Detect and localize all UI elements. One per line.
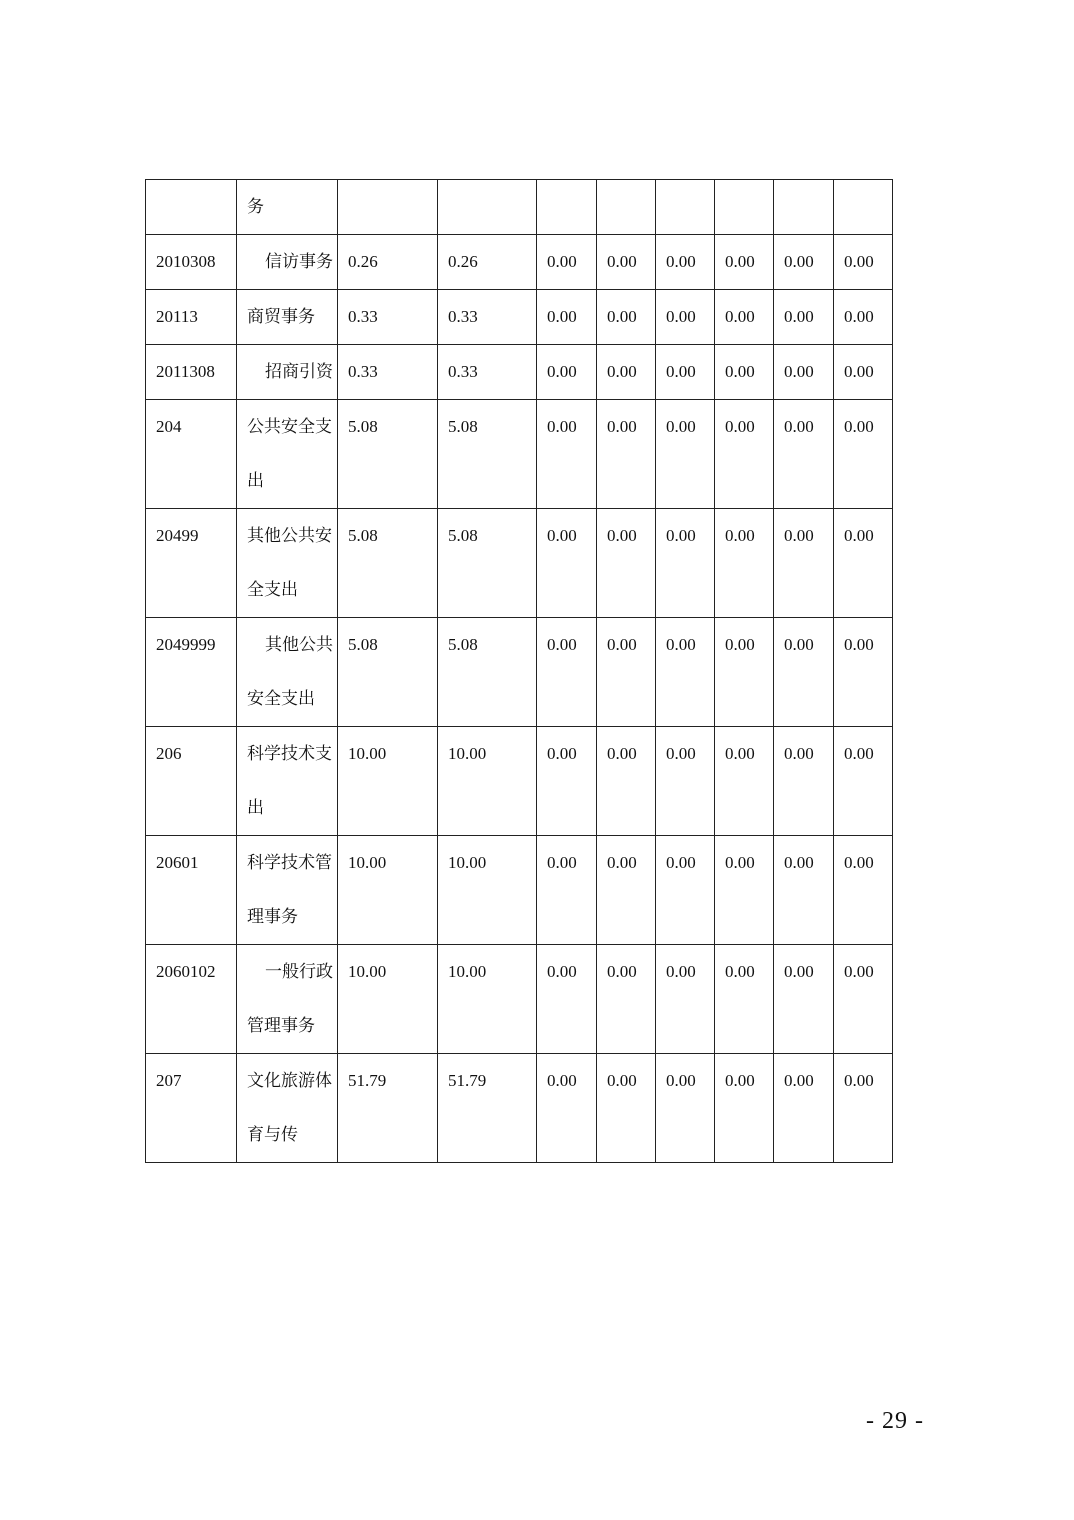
value-text: 0.26 — [348, 252, 378, 271]
cell-value — [774, 945, 834, 1054]
value-text: 0.00 — [725, 526, 755, 545]
name-text: 科学技术管理事务 — [247, 853, 332, 926]
cell-value — [834, 290, 893, 345]
value-text: 0.00 — [607, 362, 637, 381]
cell-value — [537, 945, 597, 1054]
cell-value — [338, 836, 438, 945]
cell-value — [774, 509, 834, 618]
cell-value — [597, 836, 656, 945]
value-text: 0.00 — [547, 307, 577, 326]
cell-value — [656, 180, 715, 235]
cell-value — [597, 618, 656, 727]
value-text: 10.00 — [448, 853, 487, 872]
cell-value — [656, 727, 715, 836]
code-text: 2049999 — [156, 635, 216, 654]
value-text: 0.00 — [607, 307, 637, 326]
value-text: 0.00 — [725, 635, 755, 654]
value-text: 0.00 — [666, 307, 696, 326]
value-text: 0.33 — [348, 362, 378, 381]
cell-code — [146, 836, 237, 945]
name-text: 招商引资 — [265, 362, 333, 381]
value-text: 0.00 — [547, 417, 577, 436]
cell-name — [237, 945, 338, 1054]
cell-value — [834, 235, 893, 290]
code-text: 204 — [156, 417, 182, 436]
cell-value — [656, 618, 715, 727]
cell-value — [338, 1054, 438, 1163]
value-text: 0.00 — [607, 1071, 637, 1090]
value-text: 0.00 — [547, 744, 577, 763]
cell-value — [438, 290, 537, 345]
cell-name — [237, 180, 338, 235]
value-text: 0.26 — [448, 252, 478, 271]
name-text: 信访事务 — [265, 252, 333, 271]
cell-code — [146, 618, 237, 727]
code-text: 20113 — [156, 307, 198, 326]
cell-value — [834, 727, 893, 836]
value-text: 0.00 — [784, 635, 814, 654]
cell-value — [537, 836, 597, 945]
value-text: 0.00 — [844, 962, 874, 981]
name-text: 务 — [247, 197, 264, 216]
cell-name — [237, 400, 338, 509]
cell-value — [715, 618, 774, 727]
cell-value — [597, 727, 656, 836]
value-text: 0.00 — [784, 362, 814, 381]
value-text: 10.00 — [348, 962, 387, 981]
cell-value — [597, 509, 656, 618]
cell-value — [438, 345, 537, 400]
cell-value — [537, 235, 597, 290]
table-body — [146, 180, 893, 1163]
cell-value — [656, 836, 715, 945]
cell-value — [834, 400, 893, 509]
table-row — [146, 1054, 893, 1163]
cell-value — [774, 618, 834, 727]
cell-value — [537, 290, 597, 345]
cell-value — [438, 509, 537, 618]
cell-value — [338, 180, 438, 235]
cell-code — [146, 727, 237, 836]
cell-value — [834, 509, 893, 618]
table-row — [146, 345, 893, 400]
cell-name — [237, 290, 338, 345]
cell-code — [146, 509, 237, 618]
cell-value — [715, 727, 774, 836]
code-text: 20601 — [156, 853, 199, 872]
cell-value — [597, 290, 656, 345]
value-text: 0.00 — [725, 307, 755, 326]
value-text: 0.00 — [547, 853, 577, 872]
name-text: 科学技术支出 — [247, 744, 332, 817]
cell-value — [715, 836, 774, 945]
page-number: - 29 - — [866, 1408, 924, 1434]
cell-value — [774, 836, 834, 945]
cell-value — [537, 727, 597, 836]
value-text: 0.00 — [607, 853, 637, 872]
value-text: 0.00 — [547, 362, 577, 381]
value-text: 0.00 — [607, 635, 637, 654]
cell-value — [715, 945, 774, 1054]
value-text: 0.00 — [784, 526, 814, 545]
name-text: 其他公共安全支出 — [247, 635, 333, 708]
cell-value — [774, 400, 834, 509]
cell-value — [438, 1054, 537, 1163]
value-text: 0.00 — [607, 417, 637, 436]
cell-code — [146, 345, 237, 400]
cell-value — [338, 509, 438, 618]
cell-name — [237, 1054, 338, 1163]
cell-value — [834, 345, 893, 400]
table-row — [146, 235, 893, 290]
cell-name — [237, 345, 338, 400]
cell-code — [146, 235, 237, 290]
table-row — [146, 945, 893, 1054]
table-row — [146, 836, 893, 945]
cell-value — [656, 345, 715, 400]
value-text: 0.00 — [844, 635, 874, 654]
value-text: 0.00 — [725, 1071, 755, 1090]
cell-value — [438, 400, 537, 509]
cell-value — [338, 345, 438, 400]
value-text: 0.33 — [448, 362, 478, 381]
cell-code — [146, 1054, 237, 1163]
value-text: 0.00 — [607, 526, 637, 545]
cell-value — [656, 235, 715, 290]
table-row — [146, 727, 893, 836]
cell-value — [774, 727, 834, 836]
value-text: 10.00 — [448, 744, 487, 763]
cell-value — [438, 618, 537, 727]
value-text: 0.00 — [607, 744, 637, 763]
cell-value — [774, 1054, 834, 1163]
code-text: 206 — [156, 744, 182, 763]
code-text: 207 — [156, 1071, 182, 1090]
value-text: 51.79 — [348, 1071, 387, 1090]
value-text: 0.00 — [725, 252, 755, 271]
cell-value — [338, 290, 438, 345]
cell-value — [834, 1054, 893, 1163]
cell-value — [774, 180, 834, 235]
value-text: 0.00 — [844, 307, 874, 326]
value-text: 0.00 — [666, 252, 696, 271]
table-row — [146, 618, 893, 727]
value-text: 0.00 — [547, 252, 577, 271]
value-text: 0.00 — [666, 962, 696, 981]
value-text: 10.00 — [448, 962, 487, 981]
value-text: 0.00 — [607, 962, 637, 981]
cell-value — [715, 1054, 774, 1163]
cell-value — [834, 180, 893, 235]
cell-name — [237, 235, 338, 290]
value-text: 0.00 — [547, 635, 577, 654]
value-text: 5.08 — [348, 635, 378, 654]
cell-value — [537, 1054, 597, 1163]
value-text: 0.00 — [666, 417, 696, 436]
cell-value — [656, 1054, 715, 1163]
value-text: 51.79 — [448, 1071, 487, 1090]
cell-value — [715, 400, 774, 509]
value-text: 0.00 — [666, 744, 696, 763]
value-text: 0.00 — [844, 744, 874, 763]
cell-value — [537, 400, 597, 509]
cell-code — [146, 290, 237, 345]
cell-name — [237, 727, 338, 836]
cell-value — [834, 836, 893, 945]
value-text: 0.00 — [784, 307, 814, 326]
value-text: 5.08 — [448, 526, 478, 545]
cell-value — [597, 180, 656, 235]
cell-value — [338, 235, 438, 290]
value-text: 0.00 — [844, 362, 874, 381]
cell-value — [656, 290, 715, 345]
value-text: 0.00 — [666, 362, 696, 381]
value-text: 5.08 — [448, 417, 478, 436]
cell-value — [715, 290, 774, 345]
cell-name — [237, 836, 338, 945]
cell-value — [774, 235, 834, 290]
cell-value — [715, 180, 774, 235]
value-text: 0.00 — [547, 526, 577, 545]
value-text: 0.00 — [844, 1071, 874, 1090]
cell-value — [438, 727, 537, 836]
cell-value — [774, 290, 834, 345]
value-text: 0.00 — [844, 526, 874, 545]
value-text: 0.00 — [725, 362, 755, 381]
name-text: 公共安全支出 — [247, 417, 332, 490]
cell-value — [438, 945, 537, 1054]
cell-value — [537, 509, 597, 618]
cell-value — [774, 345, 834, 400]
value-text: 0.00 — [725, 853, 755, 872]
cell-value — [715, 345, 774, 400]
value-text: 10.00 — [348, 853, 387, 872]
value-text: 0.00 — [784, 1071, 814, 1090]
cell-value — [438, 235, 537, 290]
value-text: 10.00 — [348, 744, 387, 763]
name-text: 其他公共安全支出 — [247, 526, 332, 599]
value-text: 5.08 — [348, 526, 378, 545]
cell-code — [146, 180, 237, 235]
cell-value — [715, 235, 774, 290]
cell-name — [237, 618, 338, 727]
table-row — [146, 180, 893, 235]
table-row — [146, 290, 893, 345]
value-text: 0.00 — [666, 526, 696, 545]
cell-value — [338, 618, 438, 727]
value-text: 0.00 — [844, 853, 874, 872]
value-text: 0.00 — [547, 1071, 577, 1090]
code-text: 2011308 — [156, 362, 215, 381]
cell-value — [537, 345, 597, 400]
value-text: 0.00 — [607, 252, 637, 271]
value-text: 0.00 — [547, 962, 577, 981]
cell-value — [656, 945, 715, 1054]
cell-value — [597, 345, 656, 400]
name-text: 商贸事务 — [247, 307, 315, 326]
cell-value — [597, 400, 656, 509]
cell-value — [537, 180, 597, 235]
cell-value — [597, 235, 656, 290]
value-text: 0.00 — [784, 853, 814, 872]
code-text: 2010308 — [156, 252, 216, 271]
value-text: 0.00 — [844, 252, 874, 271]
name-text: 一般行政管理事务 — [247, 962, 333, 1035]
value-text: 0.00 — [666, 853, 696, 872]
cell-code — [146, 945, 237, 1054]
table-row — [146, 509, 893, 618]
value-text: 0.33 — [448, 307, 478, 326]
cell-code — [146, 400, 237, 509]
table-row — [146, 400, 893, 509]
value-text: 0.00 — [784, 962, 814, 981]
budget-table — [145, 179, 893, 1163]
value-text: 0.00 — [666, 1071, 696, 1090]
cell-value — [537, 618, 597, 727]
cell-value — [338, 400, 438, 509]
cell-value — [438, 836, 537, 945]
value-text: 0.00 — [666, 635, 696, 654]
cell-value — [597, 1054, 656, 1163]
cell-value — [715, 509, 774, 618]
cell-value — [338, 945, 438, 1054]
name-text: 文化旅游体育与传 — [247, 1071, 332, 1144]
cell-name — [237, 509, 338, 618]
cell-value — [438, 180, 537, 235]
value-text: 0.00 — [844, 417, 874, 436]
code-text: 20499 — [156, 526, 199, 545]
value-text: 5.08 — [448, 635, 478, 654]
value-text: 0.00 — [725, 417, 755, 436]
cell-value — [338, 727, 438, 836]
value-text: 0.33 — [348, 307, 378, 326]
cell-value — [597, 945, 656, 1054]
value-text: 5.08 — [348, 417, 378, 436]
value-text: 0.00 — [725, 962, 755, 981]
cell-value — [656, 400, 715, 509]
cell-value — [834, 618, 893, 727]
cell-value — [656, 509, 715, 618]
value-text: 0.00 — [784, 744, 814, 763]
cell-value — [834, 945, 893, 1054]
value-text: 0.00 — [784, 417, 814, 436]
value-text: 0.00 — [725, 744, 755, 763]
value-text: 0.00 — [784, 252, 814, 271]
code-text: 2060102 — [156, 962, 216, 981]
